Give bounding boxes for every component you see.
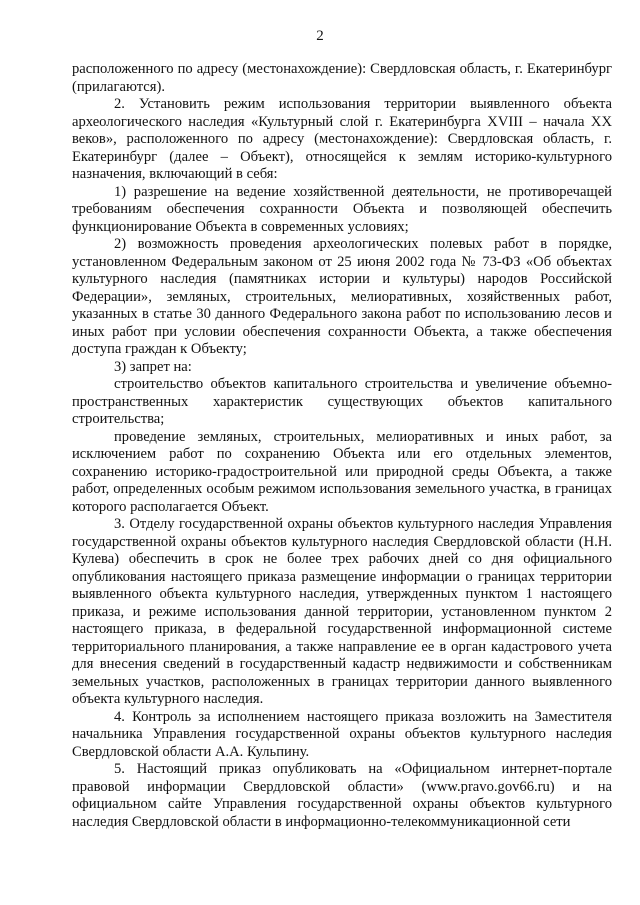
paragraph: расположенного по адресу (местонахождение): Свердловская область, г. Екатеринбург (прилагаются). [72,61,612,95]
paragraph: 5. Настоящий приказ опубликовать на «Официальном интернет-портале правовой информации Свердловской области» (www.pravo.gov66.ru) и на официальном сайте Управления государственной охраны объектов культурного наследия Свердловской области в информационно-телекоммуникационной сети [72,761,612,830]
paragraph: 2) возможность проведения археологических полевых работ в порядке, установленном Федеральным законом от 25 июня 2002 года № 73-ФЗ «Об объектах культурного наследия (памятниках истории и культуры) народов Российской Федерации», земляных, строительных, мелиоративных, хозяйственных работ, указанных в статье 30 данного Федерального закона работ по использованию лесов и иных работ при условии обеспечения сохранности Объекта, а также обеспечения доступа граждан к Объекту; [72,236,612,357]
paragraph: строительство объектов капитального строительства и увеличение объемно-пространственных характеристик существующих объектов капитального строительства; [72,376,612,427]
document-body [72,61,612,831]
paragraph: 1) разрешение на ведение хозяйственной деятельности, не противоречащей требованиям обеспечения сохранности Объекта и позволяющей обеспечить функционирование Объекта в современных условиях; [72,183,612,235]
paragraph: проведение земляных, строительных, мелиоративных и иных работ, за исключением работ по сохранению Объекта или его отдельных элементов, сохранению историко-градостроительной или природной среды Объекта, а также работ, определенных особым режимом использования земельного участка, в границах которого располагается Объект. [72,428,612,515]
page-number: 2 [316,28,324,44]
paragraph: 2. Установить режим использования территории выявленного объекта археологического наследия «Культурный слой г. Екатеринбурга XVIII – начала XX веков», расположенного по адресу (местонахождение): Свердловская область, г. Екатеринбург (далее – Объект), относящейся к землям историко-культурного назначения, включающий в себя: [72,96,612,182]
paragraph: 4. Контроль за исполнением настоящего приказа возложить на Заместителя начальника Управления государственной охраны объектов культурного наследия Свердловской области А.А. Кульпину. [72,708,612,760]
paragraph: 3. Отделу государственной охраны объектов культурного наследия Управления государственной охраны объектов культурного наследия Свердловской области (Н.Н. Кулева) обеспечить в срок не более трех рабочих дней со дня официального опубликования настоящего приказа размещение информации о границах территории выявленного объекта культурного наследия, утвержденных пунктом 1 настоящего приказа, и режиме использования данной территории, установленном пунктом 2 настоящего приказа, в федеральной государственной информационной системе территориального планирования, а также направление ее в орган кадастрового учета для внесения сведений в государственный кадастр недвижимости и собственникам земельных участков, расположенных в границах территории данного выявленного объекта культурного наследия. [72,516,612,707]
paragraph: 3) запрет на: [114,358,192,375]
